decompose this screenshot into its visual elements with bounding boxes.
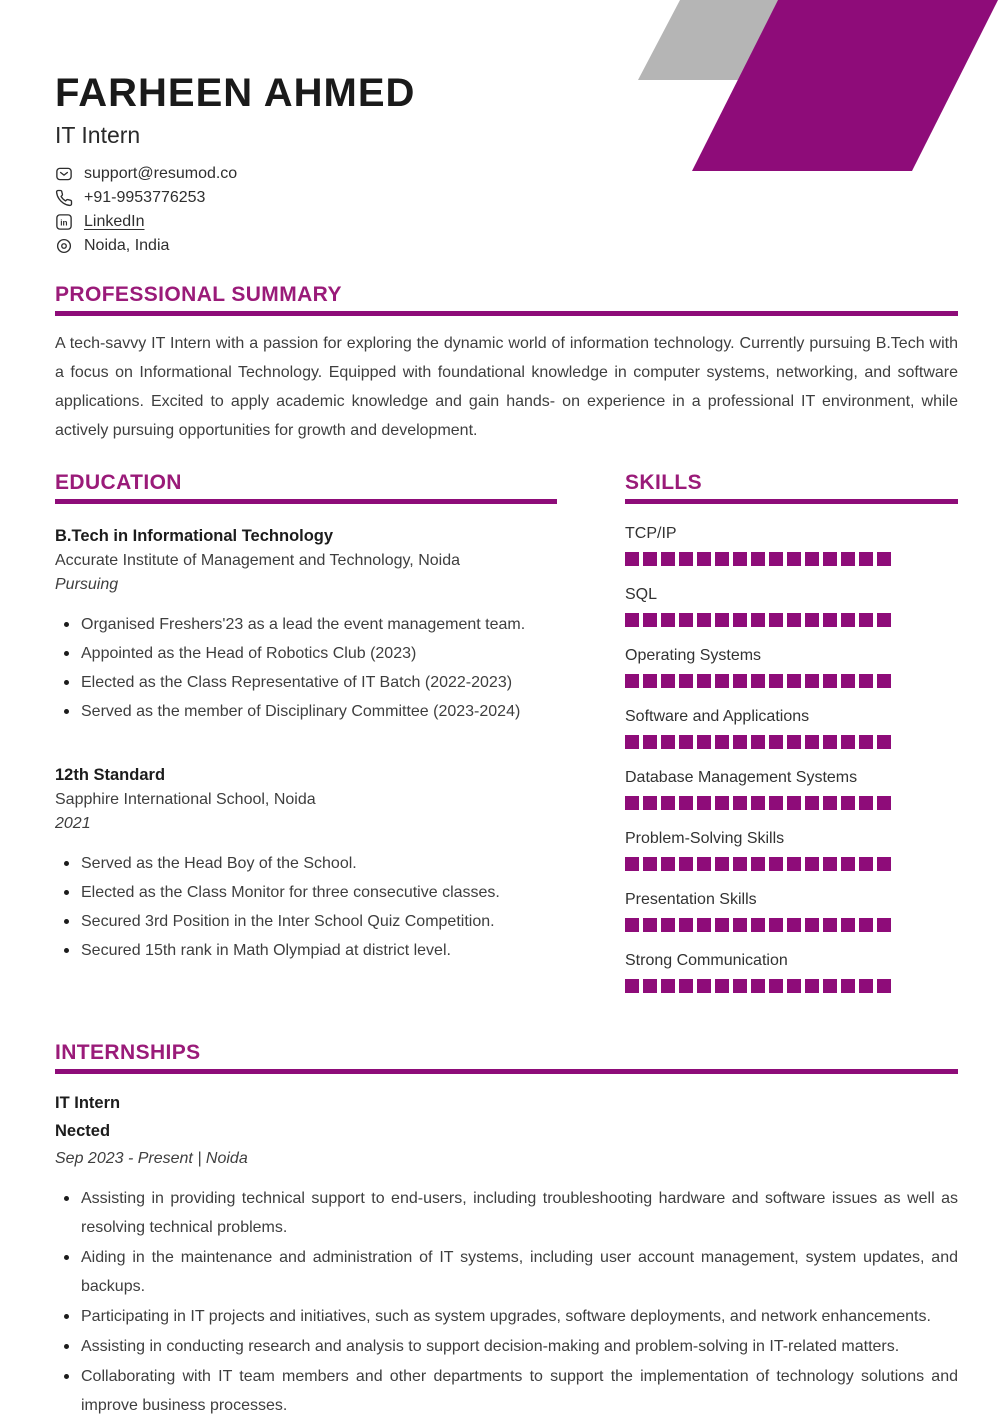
skill-square	[859, 796, 873, 810]
skill-square	[661, 918, 675, 932]
skill-square	[715, 979, 729, 993]
skill-square	[625, 674, 639, 688]
skill-square	[751, 857, 765, 871]
skill-square	[859, 674, 873, 688]
skill-item	[625, 951, 958, 993]
skill-square	[697, 918, 711, 932]
email-icon	[55, 165, 73, 183]
school-name: Accurate Institute of Management and Technology, Noida	[55, 551, 460, 569]
skill-name: Database Management Systems	[625, 768, 858, 786]
skill-square	[787, 735, 801, 749]
internship-date: Sep 2023 - Present | Noida	[55, 1149, 248, 1167]
skill-level-squares	[625, 796, 958, 810]
skill-square	[679, 979, 693, 993]
skill-square	[805, 979, 819, 993]
skill-square	[823, 674, 837, 688]
skill-square	[625, 735, 639, 749]
skill-square	[679, 552, 693, 566]
skill-level-squares	[625, 552, 958, 566]
svg-text:in: in	[60, 217, 68, 227]
skill-item	[625, 585, 958, 627]
skill-square	[787, 552, 801, 566]
skill-square	[661, 735, 675, 749]
skill-square	[679, 918, 693, 932]
skill-name: SQL	[625, 585, 658, 603]
skill-square	[715, 918, 729, 932]
contact-location-text: Noida, India	[84, 236, 170, 254]
skill-square	[769, 674, 783, 688]
skill-square	[877, 552, 891, 566]
list-item: Participating in IT projects and initiatives, such as system upgrades, software deployments, and network enhancements.	[55, 1302, 958, 1331]
internships-heading: INTERNSHIPS	[55, 1040, 201, 1064]
skill-square	[805, 552, 819, 566]
skill-square	[859, 735, 873, 749]
skill-square	[823, 857, 837, 871]
skill-square	[859, 857, 873, 871]
skill-square	[751, 552, 765, 566]
skill-square	[625, 918, 639, 932]
skill-square	[715, 552, 729, 566]
two-column-area	[55, 472, 958, 993]
skill-square	[769, 796, 783, 810]
skill-square	[841, 674, 855, 688]
skill-square	[661, 613, 675, 627]
contact-phone-text: +91-9953776253	[84, 188, 206, 206]
skill-square	[643, 735, 657, 749]
skill-square	[733, 674, 747, 688]
internship-role: IT Intern	[55, 1093, 121, 1112]
skill-square	[661, 552, 675, 566]
skill-square	[625, 796, 639, 810]
skill-square	[769, 979, 783, 993]
skill-square	[697, 735, 711, 749]
skill-square	[877, 735, 891, 749]
skill-square	[715, 674, 729, 688]
skill-square	[751, 918, 765, 932]
skill-square	[733, 918, 747, 932]
skill-square	[877, 918, 891, 932]
education-date: 2021	[55, 814, 91, 832]
contact-email	[55, 162, 958, 186]
section-professional-summary	[55, 284, 958, 445]
skill-square	[805, 613, 819, 627]
skill-square	[625, 857, 639, 871]
skill-square	[859, 552, 873, 566]
list-item: Assisting in conducting research and analysis to support decision-making and problem-solving in IT-related matters.	[55, 1332, 958, 1361]
skill-square	[877, 857, 891, 871]
list-item: Secured 15th rank in Math Olympiad at district level.	[55, 936, 557, 965]
skill-square	[769, 552, 783, 566]
skill-square	[841, 735, 855, 749]
skill-square	[697, 857, 711, 871]
skill-square	[877, 979, 891, 993]
skill-square	[841, 796, 855, 810]
internship-bullet-list	[55, 1184, 958, 1415]
skill-square	[823, 796, 837, 810]
skill-square	[769, 857, 783, 871]
skill-square	[643, 857, 657, 871]
internship-entry	[55, 1089, 958, 1415]
skill-square	[859, 979, 873, 993]
skill-square	[859, 918, 873, 932]
skill-square	[661, 796, 675, 810]
education-bullet-list	[55, 849, 557, 965]
skill-level-squares	[625, 918, 958, 932]
skill-square	[715, 857, 729, 871]
education-heading: EDUCATION	[55, 470, 182, 494]
skill-square	[823, 613, 837, 627]
summary-heading-rule	[55, 311, 958, 316]
skill-square	[805, 918, 819, 932]
skill-square	[787, 613, 801, 627]
skill-square	[679, 674, 693, 688]
skill-square	[841, 613, 855, 627]
person-title: IT Intern	[55, 122, 141, 148]
skill-list	[625, 524, 958, 993]
internships-heading-rule	[55, 1069, 958, 1074]
skill-level-squares	[625, 979, 958, 993]
section-internships	[55, 1042, 958, 1415]
skill-square	[841, 918, 855, 932]
skill-square	[733, 735, 747, 749]
skill-square	[679, 857, 693, 871]
skill-square	[877, 674, 891, 688]
contact-phone	[55, 186, 958, 210]
education-heading-rule	[55, 499, 557, 504]
skill-name: Software and Applications	[625, 707, 810, 725]
phone-icon	[55, 189, 73, 207]
degree-title: B.Tech in Informational Technology	[55, 526, 334, 545]
skill-square	[805, 735, 819, 749]
list-item: Collaborating with IT team members and other departments to support the implementation of technology solutions and improve business processes.	[55, 1362, 958, 1415]
skill-square	[697, 796, 711, 810]
degree-title: 12th Standard	[55, 765, 166, 784]
skill-square	[625, 613, 639, 627]
list-item: Elected as the Class Monitor for three consecutive classes.	[55, 878, 557, 907]
contact-list	[55, 162, 958, 258]
skill-item	[625, 646, 958, 688]
skill-square	[679, 796, 693, 810]
skill-square	[643, 674, 657, 688]
skill-square	[841, 979, 855, 993]
skill-square	[643, 918, 657, 932]
skill-square	[751, 613, 765, 627]
skill-level-squares	[625, 613, 958, 627]
skill-square	[661, 857, 675, 871]
skill-name: Problem-Solving Skills	[625, 829, 785, 847]
person-name: FARHEEN AHMED	[55, 71, 416, 115]
list-item: Secured 3rd Position in the Inter School Quiz Competition.	[55, 907, 557, 936]
skill-square	[625, 979, 639, 993]
skill-square	[805, 857, 819, 871]
linkedin-icon	[55, 213, 73, 231]
skill-square	[751, 796, 765, 810]
skill-item	[625, 707, 958, 749]
contact-email-text: support@resumod.co	[84, 164, 238, 182]
skill-square	[769, 613, 783, 627]
skill-square	[679, 613, 693, 627]
list-item: Organised Freshers'23 as a lead the event management team.	[55, 610, 557, 639]
resume-header	[55, 0, 958, 258]
skill-square	[841, 857, 855, 871]
skill-item	[625, 890, 958, 932]
skill-square	[787, 918, 801, 932]
list-item: Served as the Head Boy of the School.	[55, 849, 557, 878]
skill-square	[859, 613, 873, 627]
skill-square	[823, 979, 837, 993]
skill-square	[661, 979, 675, 993]
skill-square	[751, 735, 765, 749]
skill-square	[643, 552, 657, 566]
skills-heading-rule	[625, 499, 958, 504]
skill-square	[733, 979, 747, 993]
skill-square	[697, 552, 711, 566]
skill-square	[787, 857, 801, 871]
skill-square	[841, 552, 855, 566]
skill-square	[787, 796, 801, 810]
skill-square	[679, 735, 693, 749]
skill-square	[751, 979, 765, 993]
linkedin-link[interactable]: LinkedIn	[84, 212, 145, 230]
skill-name: Operating Systems	[625, 646, 762, 664]
contact-location	[55, 234, 958, 258]
education-entry	[55, 764, 557, 965]
skill-square	[715, 796, 729, 810]
skill-square	[805, 796, 819, 810]
skill-name: Strong Communication	[625, 951, 788, 969]
skill-level-squares	[625, 857, 958, 871]
skill-item	[625, 768, 958, 810]
skill-square	[769, 735, 783, 749]
list-item: Aiding in the maintenance and administration of IT systems, including user account management, system updates, and backups.	[55, 1243, 958, 1301]
summary-heading: PROFESSIONAL SUMMARY	[55, 282, 342, 306]
summary-text: A tech-savvy IT Intern with a passion for exploring the dynamic world of information technology. Currently pursuing B.Tech with a focus on Informational Technology. Equipped with foundational knowledge in computer systems, networking, and software applications. Excited to apply academic knowledge and gain hands- on experience in a professional IT environment, while actively pursuing opportunities for growth and development.	[55, 334, 958, 439]
internship-company: Nected	[55, 1121, 111, 1140]
skill-name: Presentation Skills	[625, 890, 757, 908]
section-education	[55, 472, 557, 993]
skill-item	[625, 524, 958, 566]
skill-square	[715, 613, 729, 627]
skill-square	[877, 796, 891, 810]
school-name: Sapphire International School, Noida	[55, 790, 316, 808]
location-icon	[55, 237, 73, 255]
skill-square	[715, 735, 729, 749]
skill-square	[643, 796, 657, 810]
skill-name: TCP/IP	[625, 524, 677, 542]
skill-square	[661, 674, 675, 688]
education-entry	[55, 525, 557, 726]
skill-square	[697, 674, 711, 688]
list-item: Elected as the Class Representative of IT Batch (2022-2023)	[55, 668, 557, 697]
skill-square	[751, 674, 765, 688]
skill-square	[697, 979, 711, 993]
skill-square	[733, 552, 747, 566]
list-item: Appointed as the Head of Robotics Club (2023)	[55, 639, 557, 668]
skill-level-squares	[625, 674, 958, 688]
skill-square	[643, 613, 657, 627]
list-item: Assisting in providing technical support to end-users, including troubleshooting hardware and software issues as well as resolving technical problems.	[55, 1184, 958, 1242]
skill-square	[643, 979, 657, 993]
skill-square	[787, 674, 801, 688]
skill-square	[805, 674, 819, 688]
skill-square	[733, 857, 747, 871]
skill-square	[823, 552, 837, 566]
list-item: Served as the member of Disciplinary Committee (2023-2024)	[55, 697, 557, 726]
skill-square	[787, 979, 801, 993]
skills-heading: SKILLS	[625, 470, 703, 494]
skill-square	[877, 613, 891, 627]
skill-square	[769, 918, 783, 932]
skill-square	[823, 735, 837, 749]
skill-square	[697, 613, 711, 627]
skill-item	[625, 829, 958, 871]
skill-square	[733, 613, 747, 627]
skill-square	[625, 552, 639, 566]
section-skills	[625, 472, 958, 993]
education-bullet-list	[55, 610, 557, 726]
contact-linkedin	[55, 210, 958, 234]
skill-square	[733, 796, 747, 810]
skill-square	[823, 918, 837, 932]
skill-level-squares	[625, 735, 958, 749]
education-date: Pursuing	[55, 575, 119, 593]
